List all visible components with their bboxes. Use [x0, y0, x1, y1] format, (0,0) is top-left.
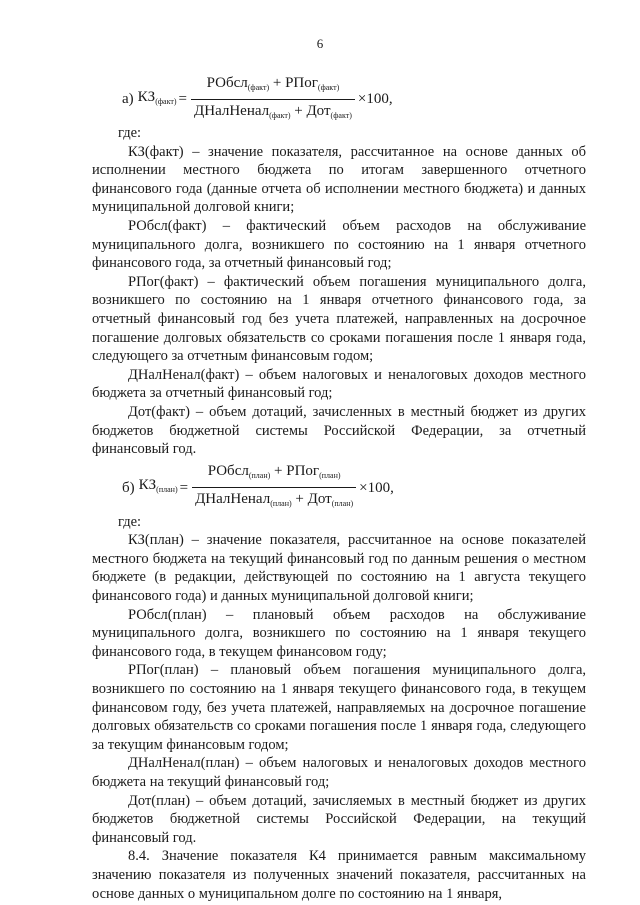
formula-fraction — [191, 74, 355, 125]
where-label: где: — [118, 513, 142, 530]
definition-kz-plan: КЗ(план) – значение показателя, рассчитанное на основе показателей местного бюджета на текущий финансовый год по данным решения о местном бюджете (в редакции, действующей по состоянию на 1 августа текущего финансового года) и данных муниципальной долговой книги; — [92, 532, 586, 605]
definition-rpog-fakt: РПог(факт) – фактический объем погашения муниципального долга, возникшего по состоянию на 1 января отчетного финансового года, за отчетный финансовый год без учета платежей, направленных на досрочное погашение долговых обязательств со сроками погашения после 1 января года, следующего за отчетным финансовым годом; — [92, 273, 586, 365]
document-body — [92, 76, 586, 903]
formula-denominator: ДНалНенал$_{(факт)}$ + Дот$_{(факт)}$ — [191, 99, 355, 125]
formula-label: а) — [122, 91, 134, 107]
definition-robsl-fakt: РОбсл(факт) – фактический объем расходов на обслуживание муниципального долга, возникшего по состоянию на 1 января отчетного финансового года, за отчетный финансовый год; — [92, 217, 586, 272]
definition-robsl-plan: РОбсл(план) – плановый объем расходов на обслуживание муниципального долга, возникшего по состоянию на 1 января текущего финансового года, в текущем финансовом году; — [92, 606, 586, 660]
page-number: 6 — [316, 36, 324, 51]
formula-label: б) — [122, 479, 135, 496]
formula-denominator: ДНалНенал$_{(план)}$ + Дот$_{(план)}$ — [192, 487, 356, 513]
formula-lhs: $КЗ_{(факт)}$ — [137, 88, 177, 106]
definition-dot-plan: Дот(план) – объем дотаций, зачисляемых в местный бюджет из других бюджетов бюджетной системы Российской Федерации, на текущий финансовый год. — [92, 792, 586, 846]
where-label: где: — [118, 125, 142, 141]
formula-numerator: РОбсл$_{(факт)}$ + РПог$_{(факт)}$ — [206, 74, 340, 92]
formula-equals: = — [179, 479, 189, 496]
definition-dnal-fakt: ДНалНенал(факт) – объем налоговых и неналоговых доходов местного бюджета за отчетный финансовый год; — [92, 366, 586, 402]
formula-fraction — [192, 462, 356, 513]
formula-lhs: $КЗ_{(план)}$ — [138, 477, 178, 495]
formula-multiplier: ×100, — [359, 479, 394, 496]
formula-kz-fakt — [122, 76, 586, 122]
formula-kz-plan — [122, 465, 586, 511]
definition-rpog-plan: РПог(план) – плановый объем погашения муниципального долга, возникшего по состоянию на 1 января текущего финансового года, в текущем финансовом году, без учета платежей, направляемых на досрочное погашение долговых обязательств со сроками погашения после 1 января года, следующего за текущим финансовым годом; — [92, 662, 586, 753]
definition-dot-fakt: Дот(факт) – объем дотаций, зачисленных в местный бюджет из других бюджетов бюджетной системы Российской Федерации, за отчетный финансовый год. — [92, 403, 586, 458]
paragraph-8-4: 8.4. Значение показателя К4 принимается равным максимальному значению показателя из полученных значений показателя, рассчитанных на основе данных о муниципальном долге по состоянию на 1 января, — [92, 848, 586, 902]
formula-multiplier: ×100, — [357, 91, 393, 107]
formula-equals: = — [178, 91, 187, 107]
definition-dnal-plan: ДНалНенал(план) – объем налоговых и неналоговых доходов местного бюджета на текущий финансовый год; — [92, 755, 586, 790]
formula-numerator: РОбсл$_{(план)}$ + РПог$_{(план)}$ — [207, 463, 341, 481]
definition-kz-fakt: КЗ(факт) – значение показателя, рассчитанное на основе данных об исполнении местного бюджета по итогам завершенного отчетного финансового года (данные отчета об исполнении местного бюджета) и данных муниципальной долговой книги; — [92, 143, 586, 216]
